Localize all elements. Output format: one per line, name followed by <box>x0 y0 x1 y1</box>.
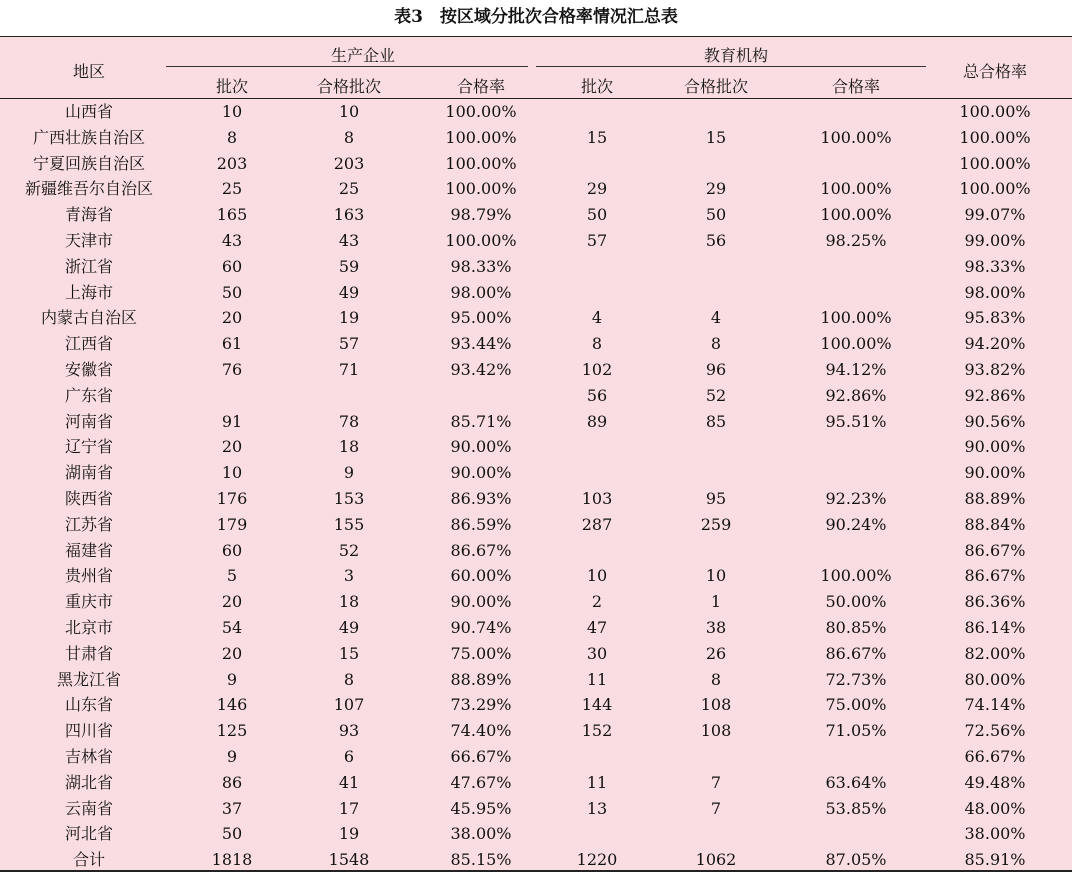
table-row <box>0 99 1072 125</box>
cell-production-batches: 54 <box>221 618 243 637</box>
cell-region: 天津市 <box>64 231 114 250</box>
cell-production-rate: 98.00% <box>450 282 512 302</box>
cell-production-qualified: 78 <box>338 411 360 431</box>
cell-education-rate: 53.85% <box>825 798 887 818</box>
table-row <box>0 512 1072 538</box>
cell-region: 吉林省 <box>64 747 114 766</box>
cell-production-qualified: 71 <box>338 360 360 379</box>
cell-education-batches: 11 <box>586 772 608 792</box>
cell-production-batches: 61 <box>221 334 243 354</box>
cell-education-batches: 50 <box>586 205 608 225</box>
cell-production-rate: 60.00% <box>450 566 512 586</box>
header-total-rate: 总合格率 <box>962 62 1028 81</box>
cell-production-qualified: 153 <box>333 489 365 508</box>
cell-education-qualified: 4 <box>710 308 722 328</box>
header-production-group: 生产企业 <box>330 46 396 65</box>
cell-education-batches: 152 <box>581 721 613 741</box>
cell-production-rate: 86.93% <box>450 489 512 508</box>
cell-region: 广东省 <box>64 385 114 405</box>
table-row <box>0 228 1072 254</box>
cell-education-qualified: 38 <box>705 618 727 637</box>
cell-production-rate: 47.67% <box>450 772 512 792</box>
cell-total-rate: 86.14% <box>964 618 1026 637</box>
cell-production-batches: 165 <box>216 205 248 225</box>
table-row <box>0 383 1072 409</box>
cell-education-rate: 95.51% <box>825 411 887 431</box>
cell-production-batches: 37 <box>221 798 243 818</box>
cell-production-qualified: 203 <box>333 153 365 173</box>
table-row <box>0 305 1072 331</box>
cell-education-rate: 100.00% <box>820 127 892 147</box>
cell-total-rate: 100.00% <box>959 179 1031 199</box>
cell-education-rate: 100.00% <box>820 205 892 225</box>
cell-region: 广西壮族自治区 <box>32 127 146 147</box>
cell-region: 河南省 <box>64 411 114 431</box>
table-row <box>0 615 1072 641</box>
cell-production-qualified: 19 <box>338 308 360 328</box>
header-production-batches: 批次 <box>215 77 249 96</box>
cell-region: 青海省 <box>64 205 114 225</box>
cell-education-rate: 94.12% <box>825 360 887 379</box>
cell-education-rate: 100.00% <box>820 334 892 354</box>
cell-production-rate: 100.00% <box>445 231 517 250</box>
cell-education-rate: 80.85% <box>825 618 887 637</box>
cell-education-rate: 50.00% <box>825 592 887 612</box>
cell-total-rate: 100.00% <box>959 102 1031 121</box>
cell-production-batches: 50 <box>221 824 243 844</box>
cell-education-batches: 1220 <box>576 850 618 870</box>
cell-production-rate: 98.33% <box>450 256 512 276</box>
cell-education-qualified: 56 <box>705 231 727 250</box>
cell-production-qualified: 41 <box>338 772 360 792</box>
cell-production-qualified: 107 <box>333 695 365 715</box>
cell-education-rate: 92.23% <box>825 489 887 508</box>
cell-production-rate: 74.40% <box>450 721 512 741</box>
header-production-qualified: 合格批次 <box>316 77 382 96</box>
cell-production-batches: 91 <box>221 411 243 431</box>
cell-education-batches: 144 <box>581 695 613 715</box>
cell-region: 福建省 <box>64 540 114 560</box>
cell-total-rate: 100.00% <box>959 127 1031 147</box>
cell-total-rate: 80.00% <box>964 669 1026 689</box>
cell-region: 四川省 <box>64 721 114 741</box>
cell-education-qualified: 1 <box>710 592 722 612</box>
cell-education-rate: 100.00% <box>820 308 892 328</box>
cell-production-batches: 20 <box>221 437 243 457</box>
cell-total-rate: 48.00% <box>964 798 1026 818</box>
cell-production-qualified: 49 <box>338 618 360 637</box>
table-row <box>0 434 1072 460</box>
cell-region: 甘肃省 <box>64 643 114 663</box>
cell-production-batches: 5 <box>226 566 238 586</box>
production-group-underline <box>166 66 528 67</box>
cell-education-batches: 11 <box>586 669 608 689</box>
cell-production-rate: 38.00% <box>450 824 512 844</box>
cell-education-qualified: 8 <box>710 334 722 354</box>
table-row <box>0 692 1072 718</box>
cell-region: 河北省 <box>64 824 114 844</box>
cell-education-qualified: 85 <box>705 411 727 431</box>
cell-education-rate: 100.00% <box>820 179 892 199</box>
cell-production-batches: 43 <box>221 231 243 250</box>
cell-education-batches: 102 <box>581 360 613 379</box>
cell-production-rate: 88.89% <box>450 669 512 689</box>
cell-region: 湖南省 <box>64 463 114 483</box>
cell-total-rate: 38.00% <box>964 824 1026 844</box>
cell-education-qualified: 52 <box>705 385 727 405</box>
cell-production-rate: 98.79% <box>450 205 512 225</box>
table-title: 表3 按区域分批次合格率情况汇总表 <box>394 7 678 27</box>
cell-production-batches: 20 <box>221 308 243 328</box>
header-production-rate: 合格率 <box>456 77 506 96</box>
cell-production-qualified: 59 <box>338 256 360 276</box>
cell-production-qualified: 3 <box>343 566 355 586</box>
cell-education-rate: 98.25% <box>825 231 887 250</box>
cell-total-rate: 86.67% <box>964 566 1026 586</box>
cell-production-rate: 90.00% <box>450 437 512 457</box>
cell-production-batches: 20 <box>221 592 243 612</box>
cell-region: 重庆市 <box>64 592 114 612</box>
cell-production-rate: 95.00% <box>450 308 512 328</box>
cell-production-qualified: 6 <box>343 747 355 766</box>
cell-education-qualified: 108 <box>700 721 732 741</box>
cell-production-qualified: 1548 <box>328 850 370 870</box>
cell-education-qualified: 8 <box>710 669 722 689</box>
cell-production-rate: 90.00% <box>450 463 512 483</box>
cell-production-batches: 9 <box>226 669 238 689</box>
cell-production-batches: 125 <box>216 721 248 741</box>
cell-total-rate: 85.91% <box>964 850 1026 870</box>
table-row <box>0 254 1072 280</box>
cell-production-rate: 85.71% <box>450 411 512 431</box>
cell-production-batches: 176 <box>216 489 248 508</box>
cell-education-batches: 29 <box>586 179 608 199</box>
cell-production-batches: 20 <box>221 643 243 663</box>
cell-region: 浙江省 <box>64 256 114 276</box>
cell-education-rate: 90.24% <box>825 514 887 534</box>
cell-education-qualified: 96 <box>705 360 727 379</box>
table-row <box>0 331 1072 357</box>
table-row <box>0 202 1072 228</box>
cell-education-batches: 57 <box>586 231 608 250</box>
cell-education-qualified: 7 <box>710 772 722 792</box>
table-row <box>0 460 1072 486</box>
table-row <box>0 796 1072 822</box>
cell-production-qualified: 93 <box>338 721 360 741</box>
cell-production-qualified: 10 <box>338 102 360 121</box>
cell-education-qualified: 29 <box>705 179 727 199</box>
cell-total-rate: 99.07% <box>964 205 1026 225</box>
cell-education-rate: 100.00% <box>820 566 892 586</box>
cell-total-rate: 90.00% <box>964 463 1026 483</box>
cell-education-rate: 72.73% <box>825 669 887 689</box>
table-total-row <box>0 847 1072 873</box>
cell-total-rate: 82.00% <box>964 643 1026 663</box>
cell-production-qualified: 57 <box>338 334 360 354</box>
table-row <box>0 821 1072 847</box>
cell-education-batches: 8 <box>591 334 603 354</box>
cell-production-rate: 100.00% <box>445 179 517 199</box>
cell-region: 宁夏回族自治区 <box>32 153 146 173</box>
header-education-group: 教育机构 <box>703 46 769 65</box>
cell-region: 新疆维吾尔自治区 <box>24 179 154 199</box>
cell-education-rate: 86.67% <box>825 643 887 663</box>
cell-region: 北京市 <box>64 618 114 637</box>
cell-production-rate: 85.15% <box>450 850 512 870</box>
cell-production-rate: 75.00% <box>450 643 512 663</box>
table-row <box>0 641 1072 667</box>
cell-production-batches: 60 <box>221 256 243 276</box>
cell-production-batches: 146 <box>216 695 248 715</box>
cell-production-qualified: 155 <box>333 514 365 534</box>
cell-total-rate: 98.00% <box>964 282 1026 302</box>
cell-education-rate: 92.86% <box>825 385 887 405</box>
cell-region: 黑龙江省 <box>56 669 122 689</box>
cell-total-rate: 90.00% <box>964 437 1026 457</box>
cell-production-rate: 45.95% <box>450 798 512 818</box>
cell-production-qualified: 52 <box>338 540 360 560</box>
cell-education-batches: 13 <box>586 798 608 818</box>
cell-production-batches: 76 <box>221 360 243 379</box>
table-row <box>0 718 1072 744</box>
cell-production-batches: 50 <box>221 282 243 302</box>
table-row <box>0 538 1072 564</box>
table-row <box>0 744 1072 770</box>
cell-production-batches: 60 <box>221 540 243 560</box>
cell-education-batches: 56 <box>586 385 608 405</box>
cell-region: 贵州省 <box>64 566 114 586</box>
cell-total-rate: 98.33% <box>964 256 1026 276</box>
cell-total-rate: 49.48% <box>964 772 1026 792</box>
cell-production-qualified: 19 <box>338 824 360 844</box>
cell-region: 陕西省 <box>64 489 114 508</box>
cell-region: 安徽省 <box>64 360 114 379</box>
cell-total-rate: 100.00% <box>959 153 1031 173</box>
table-row <box>0 357 1072 383</box>
table-row <box>0 176 1072 202</box>
cell-total-rate: 72.56% <box>964 721 1026 741</box>
cell-production-qualified: 25 <box>338 179 360 199</box>
cell-education-rate: 87.05% <box>825 850 887 870</box>
cell-production-batches: 25 <box>221 179 243 199</box>
cell-production-rate: 86.59% <box>450 514 512 534</box>
cell-production-qualified: 15 <box>338 643 360 663</box>
cell-total-rate: 99.00% <box>964 231 1026 250</box>
cell-education-batches: 15 <box>586 127 608 147</box>
cell-total-rate: 86.67% <box>964 540 1026 560</box>
cell-production-qualified: 8 <box>343 669 355 689</box>
cell-education-qualified: 26 <box>705 643 727 663</box>
cell-production-batches: 1818 <box>211 850 253 870</box>
cell-production-rate: 100.00% <box>445 153 517 173</box>
cell-production-batches: 86 <box>221 772 243 792</box>
cell-production-rate: 86.67% <box>450 540 512 560</box>
cell-total-rate: 88.84% <box>964 514 1026 534</box>
cell-total-rate: 90.56% <box>964 411 1026 431</box>
cell-total-rate: 66.67% <box>964 747 1026 766</box>
table-row <box>0 280 1072 306</box>
cell-production-qualified: 43 <box>338 231 360 250</box>
cell-production-batches: 179 <box>216 514 248 534</box>
cell-production-rate: 93.44% <box>450 334 512 354</box>
cell-production-rate: 90.74% <box>450 618 512 637</box>
cell-education-rate: 71.05% <box>825 721 887 741</box>
cell-education-qualified: 15 <box>705 127 727 147</box>
cell-production-qualified: 9 <box>343 463 355 483</box>
table-row <box>0 409 1072 435</box>
cell-production-rate: 100.00% <box>445 102 517 121</box>
header-education-qualified: 合格批次 <box>683 77 749 96</box>
education-group-underline <box>536 66 926 67</box>
cell-total-rate: 86.36% <box>964 592 1026 612</box>
cell-production-qualified: 17 <box>338 798 360 818</box>
cell-education-batches: 287 <box>581 514 613 534</box>
cell-total-rate: 93.82% <box>964 360 1026 379</box>
header-education-batches: 批次 <box>580 77 614 96</box>
cell-education-qualified: 10 <box>705 566 727 586</box>
cell-production-batches: 8 <box>226 127 238 147</box>
cell-production-qualified: 18 <box>338 437 360 457</box>
cell-production-rate: 90.00% <box>450 592 512 612</box>
cell-education-qualified: 108 <box>700 695 732 715</box>
table-top-rule <box>0 36 1072 37</box>
header-region: 地区 <box>72 62 106 81</box>
cell-education-qualified: 1062 <box>695 850 737 870</box>
cell-production-batches: 10 <box>221 463 243 483</box>
table-row <box>0 125 1072 151</box>
cell-production-rate: 93.42% <box>450 360 512 379</box>
cell-education-rate: 63.64% <box>825 772 887 792</box>
cell-production-qualified: 49 <box>338 282 360 302</box>
cell-total-rate: 94.20% <box>964 334 1026 354</box>
cell-production-qualified: 8 <box>343 127 355 147</box>
cell-production-rate: 66.67% <box>450 747 512 766</box>
cell-region: 云南省 <box>64 798 114 818</box>
cell-region: 山西省 <box>64 102 114 121</box>
table-row <box>0 667 1072 693</box>
cell-region: 合计 <box>72 850 106 870</box>
cell-production-batches: 9 <box>226 747 238 766</box>
cell-production-batches: 10 <box>221 102 243 121</box>
cell-education-batches: 30 <box>586 643 608 663</box>
cell-total-rate: 95.83% <box>964 308 1026 328</box>
cell-region: 内蒙古自治区 <box>40 308 138 328</box>
cell-education-batches: 2 <box>591 592 603 612</box>
cell-education-rate: 75.00% <box>825 695 887 715</box>
table-row <box>0 770 1072 796</box>
cell-region: 江西省 <box>64 334 114 354</box>
cell-production-qualified: 18 <box>338 592 360 612</box>
cell-region: 湖北省 <box>64 772 114 792</box>
cell-total-rate: 88.89% <box>964 489 1026 508</box>
cell-region: 山东省 <box>64 695 114 715</box>
cell-education-qualified: 7 <box>710 798 722 818</box>
cell-education-batches: 47 <box>586 618 608 637</box>
cell-total-rate: 92.86% <box>964 385 1026 405</box>
table-row <box>0 589 1072 615</box>
cell-education-qualified: 50 <box>705 205 727 225</box>
cell-education-qualified: 259 <box>700 514 732 534</box>
cell-education-qualified: 95 <box>705 489 727 508</box>
table-row <box>0 151 1072 177</box>
cell-region: 辽宁省 <box>64 437 114 457</box>
cell-education-batches: 4 <box>591 308 603 328</box>
cell-region: 江苏省 <box>64 514 114 534</box>
cell-region: 上海市 <box>64 282 114 302</box>
table-row <box>0 486 1072 512</box>
cell-production-batches: 203 <box>216 153 248 173</box>
cell-education-batches: 103 <box>581 489 613 508</box>
cell-total-rate: 74.14% <box>964 695 1026 715</box>
table-row <box>0 563 1072 589</box>
cell-education-batches: 89 <box>586 411 608 431</box>
header-education-rate: 合格率 <box>831 77 881 96</box>
cell-production-rate: 100.00% <box>445 127 517 147</box>
cell-education-batches: 10 <box>586 566 608 586</box>
cell-production-rate: 73.29% <box>450 695 512 715</box>
cell-production-qualified: 163 <box>333 205 365 225</box>
